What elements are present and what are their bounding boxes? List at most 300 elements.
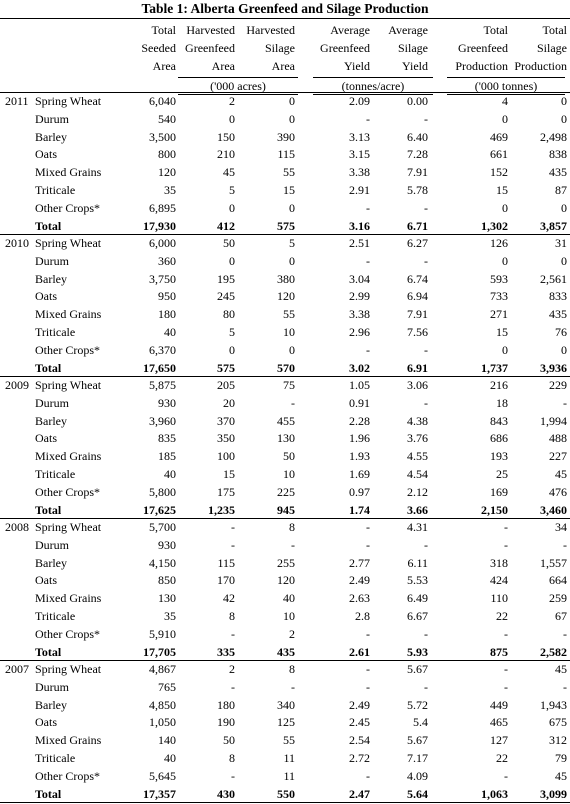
crop-name: Barley [35, 697, 67, 712]
cell-silage-area: 455 [277, 413, 295, 428]
cell-greenfeed-production: 661 [490, 147, 508, 162]
cell-silage-yield: 7.91 [407, 165, 428, 180]
cell-seeded-area: 5,910 [149, 626, 176, 641]
cell-greenfeed-area: - [231, 537, 235, 552]
cell-greenfeed-production: 127 [490, 733, 508, 748]
cell-silage-area: 10 [283, 467, 295, 481]
cell-greenfeed-yield: - [366, 679, 370, 694]
cell-seeded-area: 4,867 [149, 662, 176, 676]
crop-name: Durum [35, 395, 69, 410]
cell-seeded-area: 40 [164, 751, 176, 765]
cell-greenfeed-area: 0 [229, 200, 235, 215]
cell-silage-yield: 5.53 [407, 573, 428, 588]
cell-silage-yield: 5.4 [413, 715, 428, 730]
crop-name: Durum [35, 253, 69, 268]
cell-silage-production: - [563, 679, 567, 694]
cell-greenfeed-yield: 3.04 [349, 271, 370, 286]
cell-greenfeed-area: 175 [217, 484, 235, 499]
cell-seeded-area: 930 [158, 537, 176, 552]
cell-silage-yield: 6.11 [407, 555, 428, 570]
cell-silage-yield: - [424, 626, 428, 641]
header-silage-area-line3: Area [271, 59, 295, 73]
cell-seeded-area: 1,050 [149, 715, 176, 730]
header-silage-yield-line1: Average [388, 23, 428, 37]
cell-silage-yield: 4.55 [407, 449, 428, 464]
cell-greenfeed-yield: 2.51 [349, 236, 370, 250]
cell-greenfeed-yield: 2.77 [349, 555, 370, 570]
cell-silage-area: 75 [283, 378, 295, 392]
table-row [0, 111, 570, 129]
cell-greenfeed-yield: 2.49 [349, 573, 370, 588]
cell-greenfeed-area: 45 [223, 165, 235, 180]
cell-silage-area: 0 [289, 253, 295, 268]
cell-silage-yield: 5.67 [407, 733, 428, 748]
cell-silage-production: 2,561 [540, 271, 567, 286]
cell-greenfeed-area: 8 [229, 609, 235, 623]
cell-silage-yield: 4.09 [407, 768, 428, 783]
cell-silage-area: 11 [283, 768, 295, 783]
cell-greenfeed-area: 2 [229, 662, 235, 676]
cell-greenfeed-yield: 1.93 [349, 449, 370, 464]
cell-silage-production: 45 [555, 768, 567, 783]
cell-seeded-area: 835 [158, 431, 176, 446]
title-rule [0, 18, 570, 19]
cell-greenfeed-area: 170 [217, 573, 235, 588]
cell-silage-yield: 5.78 [407, 183, 428, 197]
table-row [0, 288, 570, 306]
cell-silage-area: 40 [283, 591, 295, 606]
cell-silage-area: 225 [277, 484, 295, 499]
cell-silage-yield: 3.76 [407, 431, 428, 446]
table-row [0, 466, 570, 484]
crop-name: Barley [35, 129, 67, 144]
crop-name: Total [35, 786, 62, 801]
table-row [0, 164, 570, 182]
cell-greenfeed-yield: 0.97 [349, 484, 370, 499]
cell-silage-production: - [563, 395, 567, 410]
cell-silage-production: 45 [555, 662, 567, 676]
crop-name: Mixed Grains [35, 733, 102, 748]
cell-seeded-area: 6,040 [149, 94, 176, 108]
table-row [0, 555, 570, 573]
unit-production: ('000 tonnes) [447, 77, 565, 95]
cell-seeded-area: 130 [158, 591, 176, 606]
year-label: 2009 [5, 378, 29, 392]
cell-silage-area: - [291, 537, 295, 552]
cell-silage-production: 259 [549, 591, 567, 606]
cell-silage-yield: - [424, 395, 428, 410]
cell-greenfeed-yield: 1.69 [349, 467, 370, 481]
cell-silage-area: 340 [277, 697, 295, 712]
cell-greenfeed-production: - [504, 679, 508, 694]
cell-greenfeed-production: 686 [490, 431, 508, 446]
cell-greenfeed-production: - [504, 662, 508, 676]
cell-greenfeed-production: 875 [490, 644, 508, 659]
cell-silage-production: 67 [555, 609, 567, 623]
cell-greenfeed-production: 169 [490, 484, 508, 499]
cell-seeded-area: 17,650 [143, 360, 176, 375]
cell-silage-yield: 6.91 [407, 360, 428, 375]
crop-name: Oats [35, 147, 57, 162]
cell-silage-area: 50 [283, 449, 295, 464]
table-row [0, 626, 570, 644]
cell-silage-production: 1,943 [540, 697, 567, 712]
cell-silage-production: 488 [549, 431, 567, 446]
cell-seeded-area: 40 [164, 325, 176, 339]
cell-greenfeed-area: 370 [217, 413, 235, 428]
cell-greenfeed-area: 80 [223, 307, 235, 322]
cell-greenfeed-production: 465 [490, 715, 508, 730]
cell-silage-yield: 7.91 [407, 307, 428, 322]
cell-greenfeed-production: 0 [502, 111, 508, 126]
cell-greenfeed-yield: 3.38 [349, 165, 370, 180]
cell-silage-area: 10 [283, 325, 295, 339]
cell-silage-area: 380 [277, 271, 295, 286]
cell-silage-area: 130 [277, 431, 295, 446]
cell-seeded-area: 35 [164, 183, 176, 197]
cell-greenfeed-production: 22 [496, 751, 508, 765]
cell-silage-yield: 5.67 [407, 662, 428, 676]
header-greenfeed-production-line3: Production [455, 59, 508, 73]
cell-silage-yield: 2.12 [407, 484, 428, 499]
crop-name: Spring Wheat [35, 662, 102, 676]
table-row [0, 608, 570, 626]
cell-greenfeed-production: 593 [490, 271, 508, 286]
cell-silage-area: 15 [283, 183, 295, 197]
crop-name: Other Crops* [35, 768, 100, 783]
year-label: 2011 [5, 94, 29, 108]
cell-greenfeed-area: 0 [229, 111, 235, 126]
table-row [0, 253, 570, 271]
year-label: 2007 [5, 662, 29, 676]
cell-greenfeed-yield: 2.09 [349, 94, 370, 108]
cell-greenfeed-yield: 2.28 [349, 413, 370, 428]
table-row [0, 697, 570, 715]
crop-name: Durum [35, 679, 69, 694]
cell-greenfeed-yield: 2.8 [355, 609, 370, 623]
cell-silage-yield: 0.00 [407, 94, 428, 108]
cell-greenfeed-production: 0 [502, 342, 508, 357]
cell-silage-area: - [291, 679, 295, 694]
table-row [0, 732, 570, 750]
crop-name: Spring Wheat [35, 520, 102, 534]
cell-seeded-area: 17,930 [143, 218, 176, 233]
header-greenfeed-production-line2: Greenfeed [458, 41, 508, 55]
crop-name: Mixed Grains [35, 307, 102, 322]
cell-greenfeed-area: - [231, 626, 235, 641]
cell-silage-production: 3,857 [540, 218, 567, 233]
cell-silage-area: 55 [283, 733, 295, 748]
cell-greenfeed-yield: - [366, 626, 370, 641]
cell-seeded-area: 185 [158, 449, 176, 464]
cell-silage-yield: 6.71 [407, 218, 428, 233]
cell-silage-production: 1,994 [540, 413, 567, 428]
cell-greenfeed-area: 190 [217, 715, 235, 730]
cell-greenfeed-area: 1,235 [208, 502, 235, 517]
header-silage-area-line2: Silage [265, 41, 295, 55]
cell-greenfeed-yield: 2.91 [349, 183, 370, 197]
cell-silage-area: 2 [289, 626, 295, 641]
cell-silage-production: 3,099 [540, 786, 567, 801]
cell-seeded-area: 6,895 [149, 200, 176, 215]
cell-greenfeed-yield: 3.38 [349, 307, 370, 322]
cell-greenfeed-area: 205 [217, 378, 235, 392]
cell-silage-yield: 5.64 [407, 786, 428, 801]
unit-area: ('000 acres) [178, 77, 298, 95]
cell-greenfeed-area: 195 [217, 271, 235, 286]
header-seeded-area-line2: Seeded [141, 41, 176, 55]
header-silage-production-line1: Total [542, 23, 567, 37]
header-greenfeed-yield-line1: Average [330, 23, 370, 37]
crop-name: Spring Wheat [35, 236, 102, 250]
cell-silage-production: 833 [549, 289, 567, 304]
cell-greenfeed-production: 15 [496, 325, 508, 339]
cell-silage-production: 76 [555, 325, 567, 339]
cell-greenfeed-production: 152 [490, 165, 508, 180]
cell-greenfeed-production: 25 [496, 467, 508, 481]
total-row [0, 502, 570, 520]
cell-greenfeed-production: 318 [490, 555, 508, 570]
table-row [0, 93, 570, 111]
crop-name: Triticale [35, 751, 76, 765]
cell-seeded-area: 17,357 [143, 786, 176, 801]
cell-greenfeed-yield: - [366, 537, 370, 552]
crop-name: Mixed Grains [35, 591, 102, 606]
cell-silage-production: 675 [549, 715, 567, 730]
crop-name: Mixed Grains [35, 165, 102, 180]
cell-silage-area: 0 [289, 94, 295, 108]
cell-silage-production: 79 [555, 751, 567, 765]
cell-greenfeed-area: 5 [229, 325, 235, 339]
cell-seeded-area: 35 [164, 609, 176, 623]
cell-greenfeed-area: 0 [229, 342, 235, 357]
header-greenfeed-area-line3: Area [211, 59, 235, 73]
cell-greenfeed-area: 50 [223, 733, 235, 748]
year-label: 2008 [5, 520, 29, 534]
crop-name: Barley [35, 271, 67, 286]
total-row [0, 360, 570, 378]
cell-greenfeed-yield: - [366, 520, 370, 534]
header-greenfeed-area-line2: Greenfeed [185, 41, 235, 55]
cell-silage-production: 0 [561, 94, 567, 108]
cell-silage-production: - [563, 537, 567, 552]
cell-seeded-area: 850 [158, 573, 176, 588]
cell-silage-area: 945 [277, 502, 295, 517]
cell-silage-yield: - [424, 111, 428, 126]
cell-greenfeed-production: 2,150 [481, 502, 508, 517]
table-row [0, 146, 570, 164]
cell-greenfeed-yield: 2.63 [349, 591, 370, 606]
header-silage-production-line3: Production [514, 59, 567, 73]
cell-seeded-area: 950 [158, 289, 176, 304]
crop-name: Total [35, 360, 62, 375]
header-greenfeed-yield-line2: Greenfeed [320, 41, 370, 55]
cell-greenfeed-area: - [231, 520, 235, 534]
unit-yield: (tonnes/acre) [313, 77, 433, 95]
cell-silage-area: 125 [277, 715, 295, 730]
table-row [0, 590, 570, 608]
crop-name: Triticale [35, 325, 76, 339]
cell-greenfeed-yield: - [366, 200, 370, 215]
cell-silage-area: 570 [277, 360, 295, 375]
cell-greenfeed-production: 193 [490, 449, 508, 464]
table-row [0, 750, 570, 768]
cell-greenfeed-production: 424 [490, 573, 508, 588]
cell-greenfeed-production: 110 [490, 591, 508, 606]
table-row [0, 200, 570, 218]
table-title: Table 1: Alberta Greenfeed and Silage Production [141, 1, 429, 16]
crop-name: Total [35, 502, 62, 517]
cell-greenfeed-yield: 1.74 [349, 502, 370, 517]
cell-greenfeed-yield: 3.02 [349, 360, 370, 375]
cell-silage-area: 5 [289, 236, 295, 250]
cell-silage-yield: 5.93 [407, 644, 428, 659]
cell-silage-yield: - [424, 679, 428, 694]
cell-seeded-area: 3,960 [149, 413, 176, 428]
cell-silage-production: 31 [555, 236, 567, 250]
cell-seeded-area: 4,850 [149, 697, 176, 712]
cell-greenfeed-production: 271 [490, 307, 508, 322]
total-row [0, 786, 570, 804]
table-row [0, 484, 570, 502]
cell-seeded-area: 540 [158, 111, 176, 126]
cell-silage-production: 0 [561, 111, 567, 126]
cell-silage-production: 0 [561, 342, 567, 357]
cell-greenfeed-production: 126 [490, 236, 508, 250]
cell-silage-area: 8 [289, 662, 295, 676]
cell-silage-yield: - [424, 537, 428, 552]
cell-seeded-area: 180 [158, 307, 176, 322]
cell-greenfeed-area: 430 [217, 786, 235, 801]
cell-greenfeed-production: 4 [502, 94, 508, 108]
crop-name: Spring Wheat [35, 94, 102, 108]
cell-silage-yield: - [424, 200, 428, 215]
cell-silage-yield: 7.28 [407, 147, 428, 162]
crop-name: Other Crops* [35, 342, 100, 357]
cell-seeded-area: 120 [158, 165, 176, 180]
cell-silage-yield: 4.38 [407, 413, 428, 428]
cell-silage-production: 0 [561, 200, 567, 215]
cell-greenfeed-area: 20 [223, 395, 235, 410]
cell-greenfeed-yield: 2.96 [349, 325, 370, 339]
cell-silage-area: 550 [277, 786, 295, 801]
cell-greenfeed-area: - [231, 768, 235, 783]
cell-silage-area: 11 [283, 751, 295, 765]
cell-greenfeed-area: 15 [223, 467, 235, 481]
cell-greenfeed-yield: - [366, 342, 370, 357]
cell-greenfeed-production: 1,737 [481, 360, 508, 375]
cell-silage-production: 45 [555, 467, 567, 481]
cell-greenfeed-yield: 2.61 [349, 644, 370, 659]
table-row [0, 679, 570, 697]
table-row [0, 182, 570, 200]
cell-seeded-area: 765 [158, 679, 176, 694]
cell-greenfeed-production: 18 [496, 395, 508, 410]
table-row [0, 324, 570, 342]
cell-silage-area: 390 [277, 129, 295, 144]
header-greenfeed-area-line1: Harvested [186, 23, 235, 37]
cell-greenfeed-production: 449 [490, 697, 508, 712]
table-row [0, 519, 570, 537]
cell-silage-production: 664 [549, 573, 567, 588]
crop-name: Spring Wheat [35, 378, 102, 392]
cell-greenfeed-yield: 0.91 [349, 395, 370, 410]
cell-silage-area: 575 [277, 218, 295, 233]
cell-silage-yield: 7.56 [407, 325, 428, 339]
cell-silage-area: 0 [289, 111, 295, 126]
cell-seeded-area: 930 [158, 395, 176, 410]
crop-name: Oats [35, 573, 57, 588]
cell-seeded-area: 360 [158, 253, 176, 268]
cell-seeded-area: 40 [164, 467, 176, 481]
cell-greenfeed-area: 115 [217, 555, 235, 570]
cell-silage-area: - [291, 395, 295, 410]
cell-seeded-area: 5,875 [149, 378, 176, 392]
cell-seeded-area: 140 [158, 733, 176, 748]
cell-greenfeed-yield: 2.72 [349, 751, 370, 765]
cell-greenfeed-area: 210 [217, 147, 235, 162]
cell-silage-production: 476 [549, 484, 567, 499]
cell-seeded-area: 4,150 [149, 555, 176, 570]
cell-silage-yield: 4.31 [407, 520, 428, 534]
table-row [0, 235, 570, 253]
table-row [0, 271, 570, 289]
cell-silage-production: 312 [549, 733, 567, 748]
cell-greenfeed-area: 150 [217, 129, 235, 144]
table-row [0, 661, 570, 679]
cell-greenfeed-production: 1,302 [481, 218, 508, 233]
cell-greenfeed-yield: 2.99 [349, 289, 370, 304]
table-bottom-rule [0, 802, 570, 803]
cell-greenfeed-area: 50 [223, 236, 235, 250]
cell-greenfeed-production: 1,063 [481, 786, 508, 801]
cell-greenfeed-yield: 3.15 [349, 147, 370, 162]
cell-greenfeed-yield: - [366, 253, 370, 268]
cell-greenfeed-area: 8 [229, 751, 235, 765]
cell-silage-production: 435 [549, 165, 567, 180]
header-greenfeed-yield-line3: Yield [344, 59, 370, 73]
cell-silage-area: 255 [277, 555, 295, 570]
cell-silage-yield: 6.49 [407, 591, 428, 606]
cell-silage-yield: 3.06 [407, 378, 428, 392]
cell-greenfeed-yield: - [366, 662, 370, 676]
cell-seeded-area: 5,645 [149, 768, 176, 783]
cell-seeded-area: 800 [158, 147, 176, 162]
cell-greenfeed-yield: - [366, 768, 370, 783]
cell-greenfeed-production: - [504, 768, 508, 783]
cell-silage-area: 115 [277, 147, 295, 162]
cell-greenfeed-area: 2 [229, 94, 235, 108]
cell-greenfeed-production: 0 [502, 200, 508, 215]
table-row [0, 129, 570, 147]
cell-greenfeed-production: 15 [496, 183, 508, 197]
cell-greenfeed-production: 0 [502, 253, 508, 268]
table-row [0, 430, 570, 448]
cell-greenfeed-yield: 2.47 [349, 786, 370, 801]
cell-greenfeed-area: 575 [217, 360, 235, 375]
cell-silage-production: 229 [549, 378, 567, 392]
crop-name: Barley [35, 555, 67, 570]
cell-silage-area: 0 [289, 342, 295, 357]
cell-silage-yield: 6.94 [407, 289, 428, 304]
crop-name: Other Crops* [35, 626, 100, 641]
crop-name: Triticale [35, 183, 76, 197]
crop-name: Triticale [35, 467, 76, 481]
header-silage-production-line2: Silage [537, 41, 567, 55]
total-row [0, 644, 570, 662]
cell-silage-production: - [563, 626, 567, 641]
cell-greenfeed-production: - [504, 626, 508, 641]
